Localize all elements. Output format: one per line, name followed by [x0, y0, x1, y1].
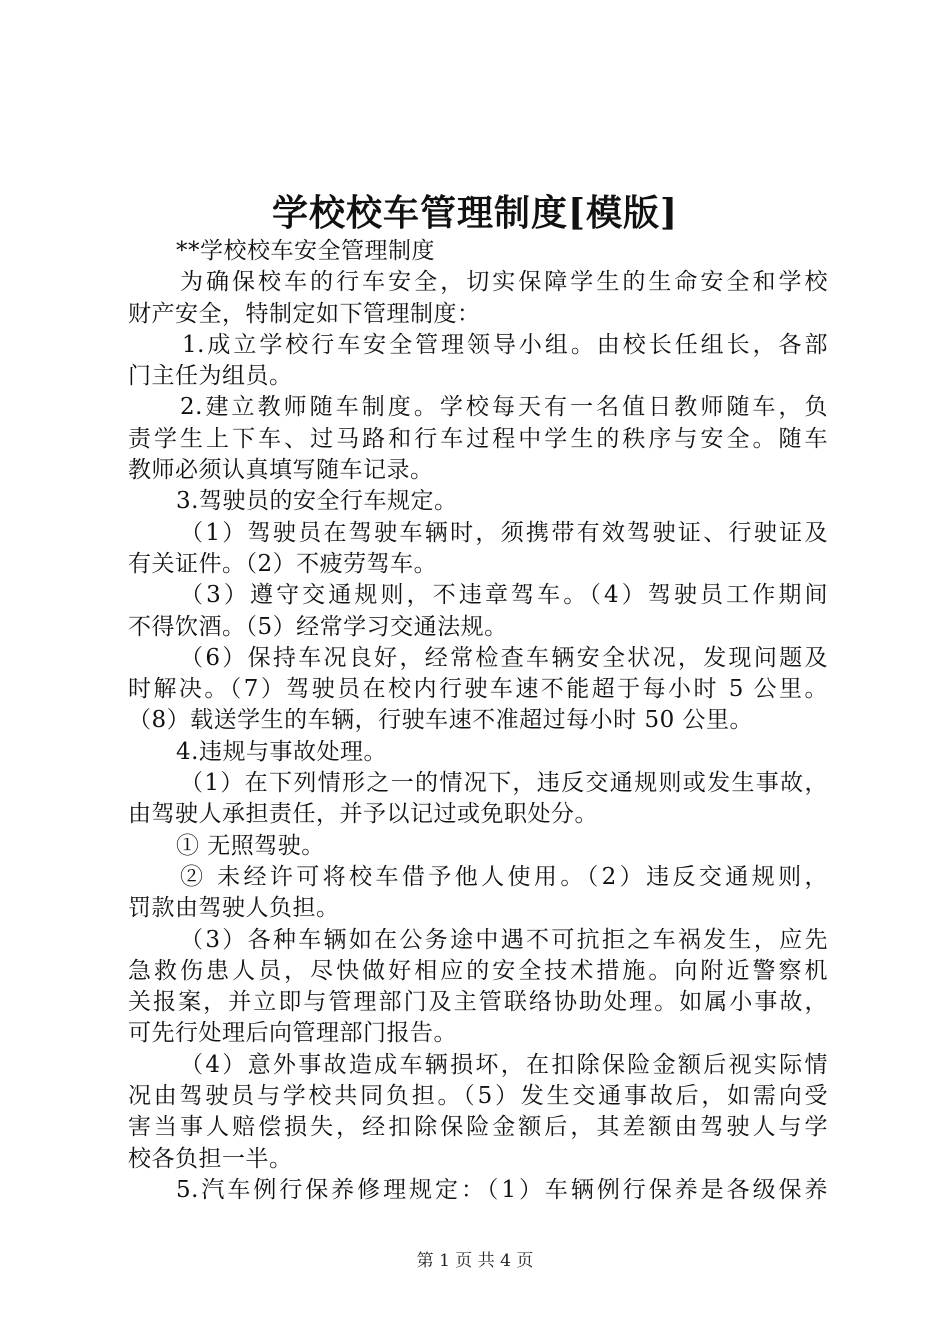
text-line: （1）驾驶员在驾驶车辆时，须携带有效驾驶证、行驶证及	[180, 519, 828, 546]
text-line: 罚款由驾驶人负担。	[128, 895, 340, 922]
text-line: 门主任为组员。	[128, 363, 293, 390]
text-line: ① 无照驾驶。	[176, 832, 325, 859]
text-line: 可先行处理后向管理部门报告。	[128, 1020, 457, 1047]
text-line: 由驾驶人承担责任，并予以记过或免职处分。	[128, 801, 598, 828]
text-line: 害当事人赔偿损失，经扣除保险金额后，其差额由驾驶人与学	[128, 1114, 828, 1141]
text-line: **学校校车安全管理制度	[176, 238, 435, 264]
text-line: ② 未经许可将校车借予他人使用。（2）违反交通规则，	[180, 863, 828, 890]
text-line: 1.成立学校行车安全管理领导小组。由校长任组长，各部	[182, 331, 828, 358]
text-line: （1）在下列情形之一的情况下，违反交通规则或发生事故，	[180, 770, 828, 797]
page-footer: 第 1 页 共 4 页	[416, 1251, 534, 1271]
text-line: 5.汽车例行保养修理规定：（1）车辆例行保养是各级保养	[176, 1176, 828, 1203]
text-line: 况由驾驶员与学校共同负担。（5）发生交通事故后，如需向受	[128, 1083, 828, 1110]
text-line: 4.违规与事故处理。	[176, 738, 387, 765]
text-line: （3）遵守交通规则，不违章驾车。（4）驾驶员工作期间	[180, 582, 828, 609]
text-line: （3）各种车辆如在公务途中遇不可抗拒之车祸发生，应先	[180, 926, 828, 953]
text-line: 不得饮酒。（5）经常学习交通法规。	[128, 613, 508, 640]
text-line: 为确保校车的行车安全，切实保障学生的生命安全和学校	[180, 269, 828, 296]
document-body	[128, 236, 828, 1206]
text-line: 有关证件。（2）不疲劳驾车。	[128, 550, 438, 577]
text-line: （6）保持车况良好，经常检查车辆安全状况，发现问题及	[180, 644, 828, 671]
text-line: 2.建立教师随车制度。学校每天有一名值日教师随车，负	[180, 394, 828, 421]
text-line: 校各负担一半。	[128, 1145, 293, 1172]
text-line: （8）载送学生的车辆，行驶车速不准超过每小时 50 公里。	[128, 707, 754, 734]
text-line: 时解决。（7）驾驶员在校内行驶车速不能超于每小时 5 公里。	[128, 676, 828, 703]
text-line: 急救伤患人员，尽快做好相应的安全技术措施。向附近警察机	[128, 957, 828, 984]
text-line: （4）意外事故造成车辆损坏，在扣除保险金额后视实际情	[180, 1051, 828, 1078]
text-line: 财产安全，特制定如下管理制度：	[128, 300, 481, 327]
document-title: 学校校车管理制度[模版]	[271, 192, 679, 234]
text-line: 关报案，并立即与管理部门及主管联络协助处理。如属小事故，	[128, 989, 828, 1016]
text-line: 3.驾驶员的安全行车规定。	[176, 488, 458, 515]
text-line: 教师必须认真填写随车记录。	[128, 457, 434, 484]
text-line: 责学生上下车、过马路和行车过程中学生的秩序与安全。随车	[128, 425, 828, 452]
